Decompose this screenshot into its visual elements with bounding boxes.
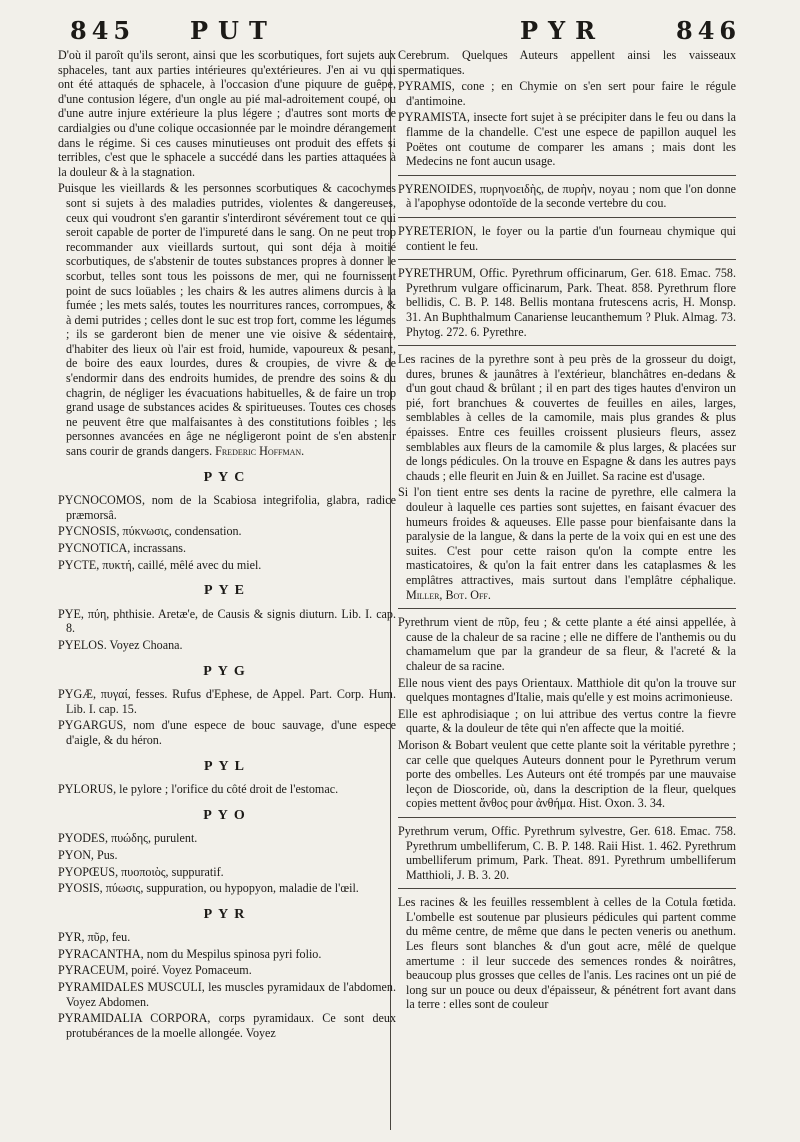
entry-text: Cerebrum. Quelques Auteurs appellent ainsi les vaisseaux spermatiques.: [398, 48, 736, 77]
entry-text: [58, 181, 396, 458]
entry: PYRENOIDES, πυρηνοειδὴς, de πυρὴν, noyau ; nom que l'on donne à l'apophyse odontoïde de la seconde vertebre du cou.: [398, 181, 736, 211]
entry-separator: [398, 259, 736, 260]
entry: PYOSIS, πύωσις, suppuration, ou hypopyon, maladie de l'œil.: [58, 881, 359, 896]
left-column: [58, 48, 396, 1042]
entry-separator: [398, 888, 736, 889]
entry: PYRAMIDALIA CORPORA, corps pyramidaux. Ce sont deux protubérances de la moelle allongée. Voyez: [58, 1011, 396, 1040]
entry-separator: [398, 217, 736, 218]
section-heading: PYC: [203, 469, 251, 485]
entry-separator: [398, 175, 736, 176]
entry: Elle nous vient des pays Orientaux. Matthiole dit qu'on la trouve sur quelques montagnes d'Italie, mais qu'elle y est moins acrimonieuse.: [398, 675, 736, 705]
section-heading: PYR: [203, 906, 251, 922]
entry: Elle est aphrodisiaque ; on lui attribue des vertus contre la fievre quarte, & la douleur de tête qui n'en affecte que la moitié.: [398, 706, 736, 736]
author-citation: Frederic Hoffman.: [215, 444, 305, 459]
right-column: [398, 48, 736, 1014]
section-heading: PYL: [204, 758, 250, 774]
entry: Les racines & les feuilles ressemblent à celles de la Cotula fœtida. L'ombelle est soutenue par plusieurs pédicules qui partent comme du même centre, de même que dans le pecten veneris ou anethum. Les fleurs sont blanches & d'un gout acre, mêlé de quelque amertume : il leur succede des semences rondes & noirâtres, beaucoup plus grosses que celles de l'anis. Les racines ont un pié de long sur un pouce ou deux d'épaisseur, & pénétrent fort avant dans la terre : elles sont de couleur: [398, 895, 736, 1012]
entry: Morison & Bobart veulent que cette plante soit la véritable pyrethre ; car celle que quelques Auteurs donnent pour le Pyrethrum verum porte des ombelles. Les Auteurs ont été trompés par une mauvaise leçon de Dioscoride, où, dans la description de la fleur, quelques copies mettent ἄνθος pour ἀνθήμα. Hist. Oxon. 3. 34.: [398, 737, 736, 811]
entry: PYRACEUM, poiré. Voyez Pomaceum.: [58, 963, 252, 978]
entry-body: Si l'on tient entre ses dents la racine de pyrethre, elle calmera la douleur à laquelle ces parties sont sujettes, en faisant évacuer des humeurs froides & aqueuses. Elle passe pour bienfaisante dans la paralysie de la langue, & dans la perte de la voix qui en est une des suites. C'est pour cette raison qu'on la compte entre les masticatoires, & qu'on la fait entrer dans les cataplasmes & les emplâtres attractives, mais surtout dans l'emplâtre céphalique.: [398, 485, 736, 587]
entry: PYR, πῦρ, feu.: [58, 930, 131, 945]
entry: PYRAMIDALES MUSCULI, les muscles pyramidaux de l'abdomen. Voyez Abdomen.: [58, 980, 396, 1009]
entry: PYELOS. Voyez Choana.: [58, 637, 183, 652]
entry: PYLORUS, le pylore ; l'orifice du côté droit de l'estomac.: [58, 782, 339, 797]
entry: PYGÆ, πυγαί, fesses. Rufus d'Ephese, de Appel. Part. Corp. Hum. Lib. I. cap. 15.: [58, 687, 396, 716]
entry-separator: [398, 345, 736, 346]
entry: PYCTE, πυκτή, caillé, mêlé avec du miel.: [58, 557, 262, 572]
author-citation: Miller, Bot. Off.: [406, 587, 491, 602]
entry: PYRACANTHA, nom du Mespilus spinosa pyri folio.: [58, 946, 322, 961]
right-page-number: 846: [676, 16, 742, 45]
entry: PYRETHRUM, Offic. Pyrethrum officinarum, Ger. 618. Emac. 758. Pyrethrum vulgare officinarum, Park. Theat. 858. Pyrethrum flore bellidis, C. B. P. 148. Bellis montana frutescens acris, H. Monsp. 31. An Buphthalmum Canariense leucanthemum ? Pluk. Almag. 73. Phytog. 272. 6. Pyrethre.: [398, 266, 736, 339]
entry: [398, 485, 736, 602]
entry-separator: [398, 817, 736, 818]
entry: Pyrethrum vient de πῦρ, feu ; & cette plante a été ainsi appellée, à cause de la chaleur de sa racine ; elle ne differe de l'anthemis ou du chamamelum que par la grandeur de sa fleur, & l'acreté & la chaleur de sa racine.: [398, 615, 736, 673]
entry-body: Puisque les vieillards & les personnes scorbutiques & cacochymes sont si sujets à des maladies putrides, violentes & dangereuses, ceux qui voudront s'en garantir s'interdiront sévérement tout ce qui seroit capable de porter de l'impureté dans le sang. On ne peut trop recommander aux vieillards surtout, qui sont déja à moitié scorbutiques, de s'abstenir de toutes substances propres à donner le scorbut, telles sont tous les poissons de mer, qui ne fournissent point de sucs loüables ; les chairs & les autres alimens durcis à la fumée ; les mets salés, toutes les nourritures rances, corrompues, & à demi putrides ; celles dont le suc est trop fort, comme les légumes ; ils se garderont bien de mener une vie oisive & sédentaire, d'habiter des lieux où l'air est froid, humide, vapoureux & pesant, de boire des eaux lourdes, dures & croupies, de vivre & de s'endormir dans des endroits humides, de prendre des soins & du chagrin, de négliger les évacuations habituelles, & de faire un trop grand usage de substances acides & spiritueuses. Toutes ces choses ne peuvent être que malfaisantes à des constitutions foibles ; les personnes avancées en âge ne négligeront point de s'en abstenir sans courir de grands dangers.: [58, 181, 396, 459]
entry: PYCNOTICA, incrassans.: [58, 541, 186, 555]
entry: PYRETERION, le foyer ou la partie d'un fourneau chymique qui contient le feu.: [398, 223, 736, 253]
section-heading: PYG: [203, 663, 251, 679]
left-page-number: 845: [70, 16, 136, 45]
entry: PYRAMISTA, insecte fort sujet à se précipiter dans le feu ou dans la flamme de la chandelle. C'est une espece de papillon auquel les Poëtes ont coutume de comparer les amans ; mais dont les Medecins ne font aucun usage.: [398, 110, 736, 169]
section-heading: PYE: [204, 583, 250, 599]
entry-separator: [398, 608, 736, 609]
entry: PYOPŒUS, πυοποιὸς, suppuratif.: [58, 864, 224, 879]
entry: Les racines de la pyrethre sont à peu près de la grosseur du doigt, dures, brunes & jaunâtres à l'extérieur, blanchâtres en-dedans & d'un gout chaud & brûlant ; il en part des tiges hautes d'environ un pié, fort branchues & couvertes de feuilles en ailes, larges, semblables à celles de la camomile, mais plus grandes & plus épaisses. Entre ces feuilles croissent plusieurs fleurs, assez semblables aux fleurs de la camomile & plus larges, & placées sur de longs pédicules. On la trouve en Espagne & dans les autres pays chauds ; elle fleurit en Juin & en Juillet. Sa racine est d'usage.: [398, 352, 736, 483]
entry: PYON, Pus.: [58, 847, 118, 862]
entry: Pyrethrum verum, Offic. Pyrethrum sylvestre, Ger. 618. Emac. 758. Pyrethrum umbelliferum, C. B. P. 148. Raii Hist. 1. 462. Pyrethrum umbelliferum primum, Park. Theat. 891. Pyrethrum umbelliferum Matthioli, J. B. 3. 20.: [398, 823, 736, 882]
entry: PYCNOCOMOS, nom de la Scabiosa integrifolia, glabra, radice præmorsâ.: [58, 493, 396, 522]
entry: PYE, πύη, phthisie. Aretæ'e, de Causis & signis diuturn. Lib. I. cap. 8.: [58, 606, 396, 636]
right-running-head: PYR: [520, 16, 606, 45]
entry: PYCNOSIS, πύκνωσις, condensation.: [58, 524, 242, 539]
entry: PYODES, πυώδης, purulent.: [58, 831, 198, 846]
left-running-head: PUT: [190, 16, 277, 45]
entry: PYRAMIS, cone ; en Chymie on s'en sert pour faire le régule d'antimoine.: [398, 79, 736, 108]
entry-text: D'où il paroît qu'ils seront, ainsi que les scorbutiques, fort sujets aux sphaceles, tant aux parties intérieures qu'extérieures. J'en ai vu qui ont été attaqués de sphacele, à l'occasion d'une piquure de guêpe, d'une contusion légere, d'un ongle au pié mal-adroitement coupé, ou d'une autre injure extérieure la plus légere ; d'autres sont morts de cardialgies ou d'une colique occasionnée par le moindre dérangement dans le régime. Si ces causes minutieuses ont produit des effets si terribles, c'est que le sphacele a succédé dans les parties attaquées à la douleur & à la stagnation.: [58, 48, 396, 179]
entry: PYGARGUS, nom d'une espece de bouc sauvage, d'une espece d'aigle, & du héron.: [58, 718, 396, 747]
section-heading: PYO: [203, 807, 251, 823]
